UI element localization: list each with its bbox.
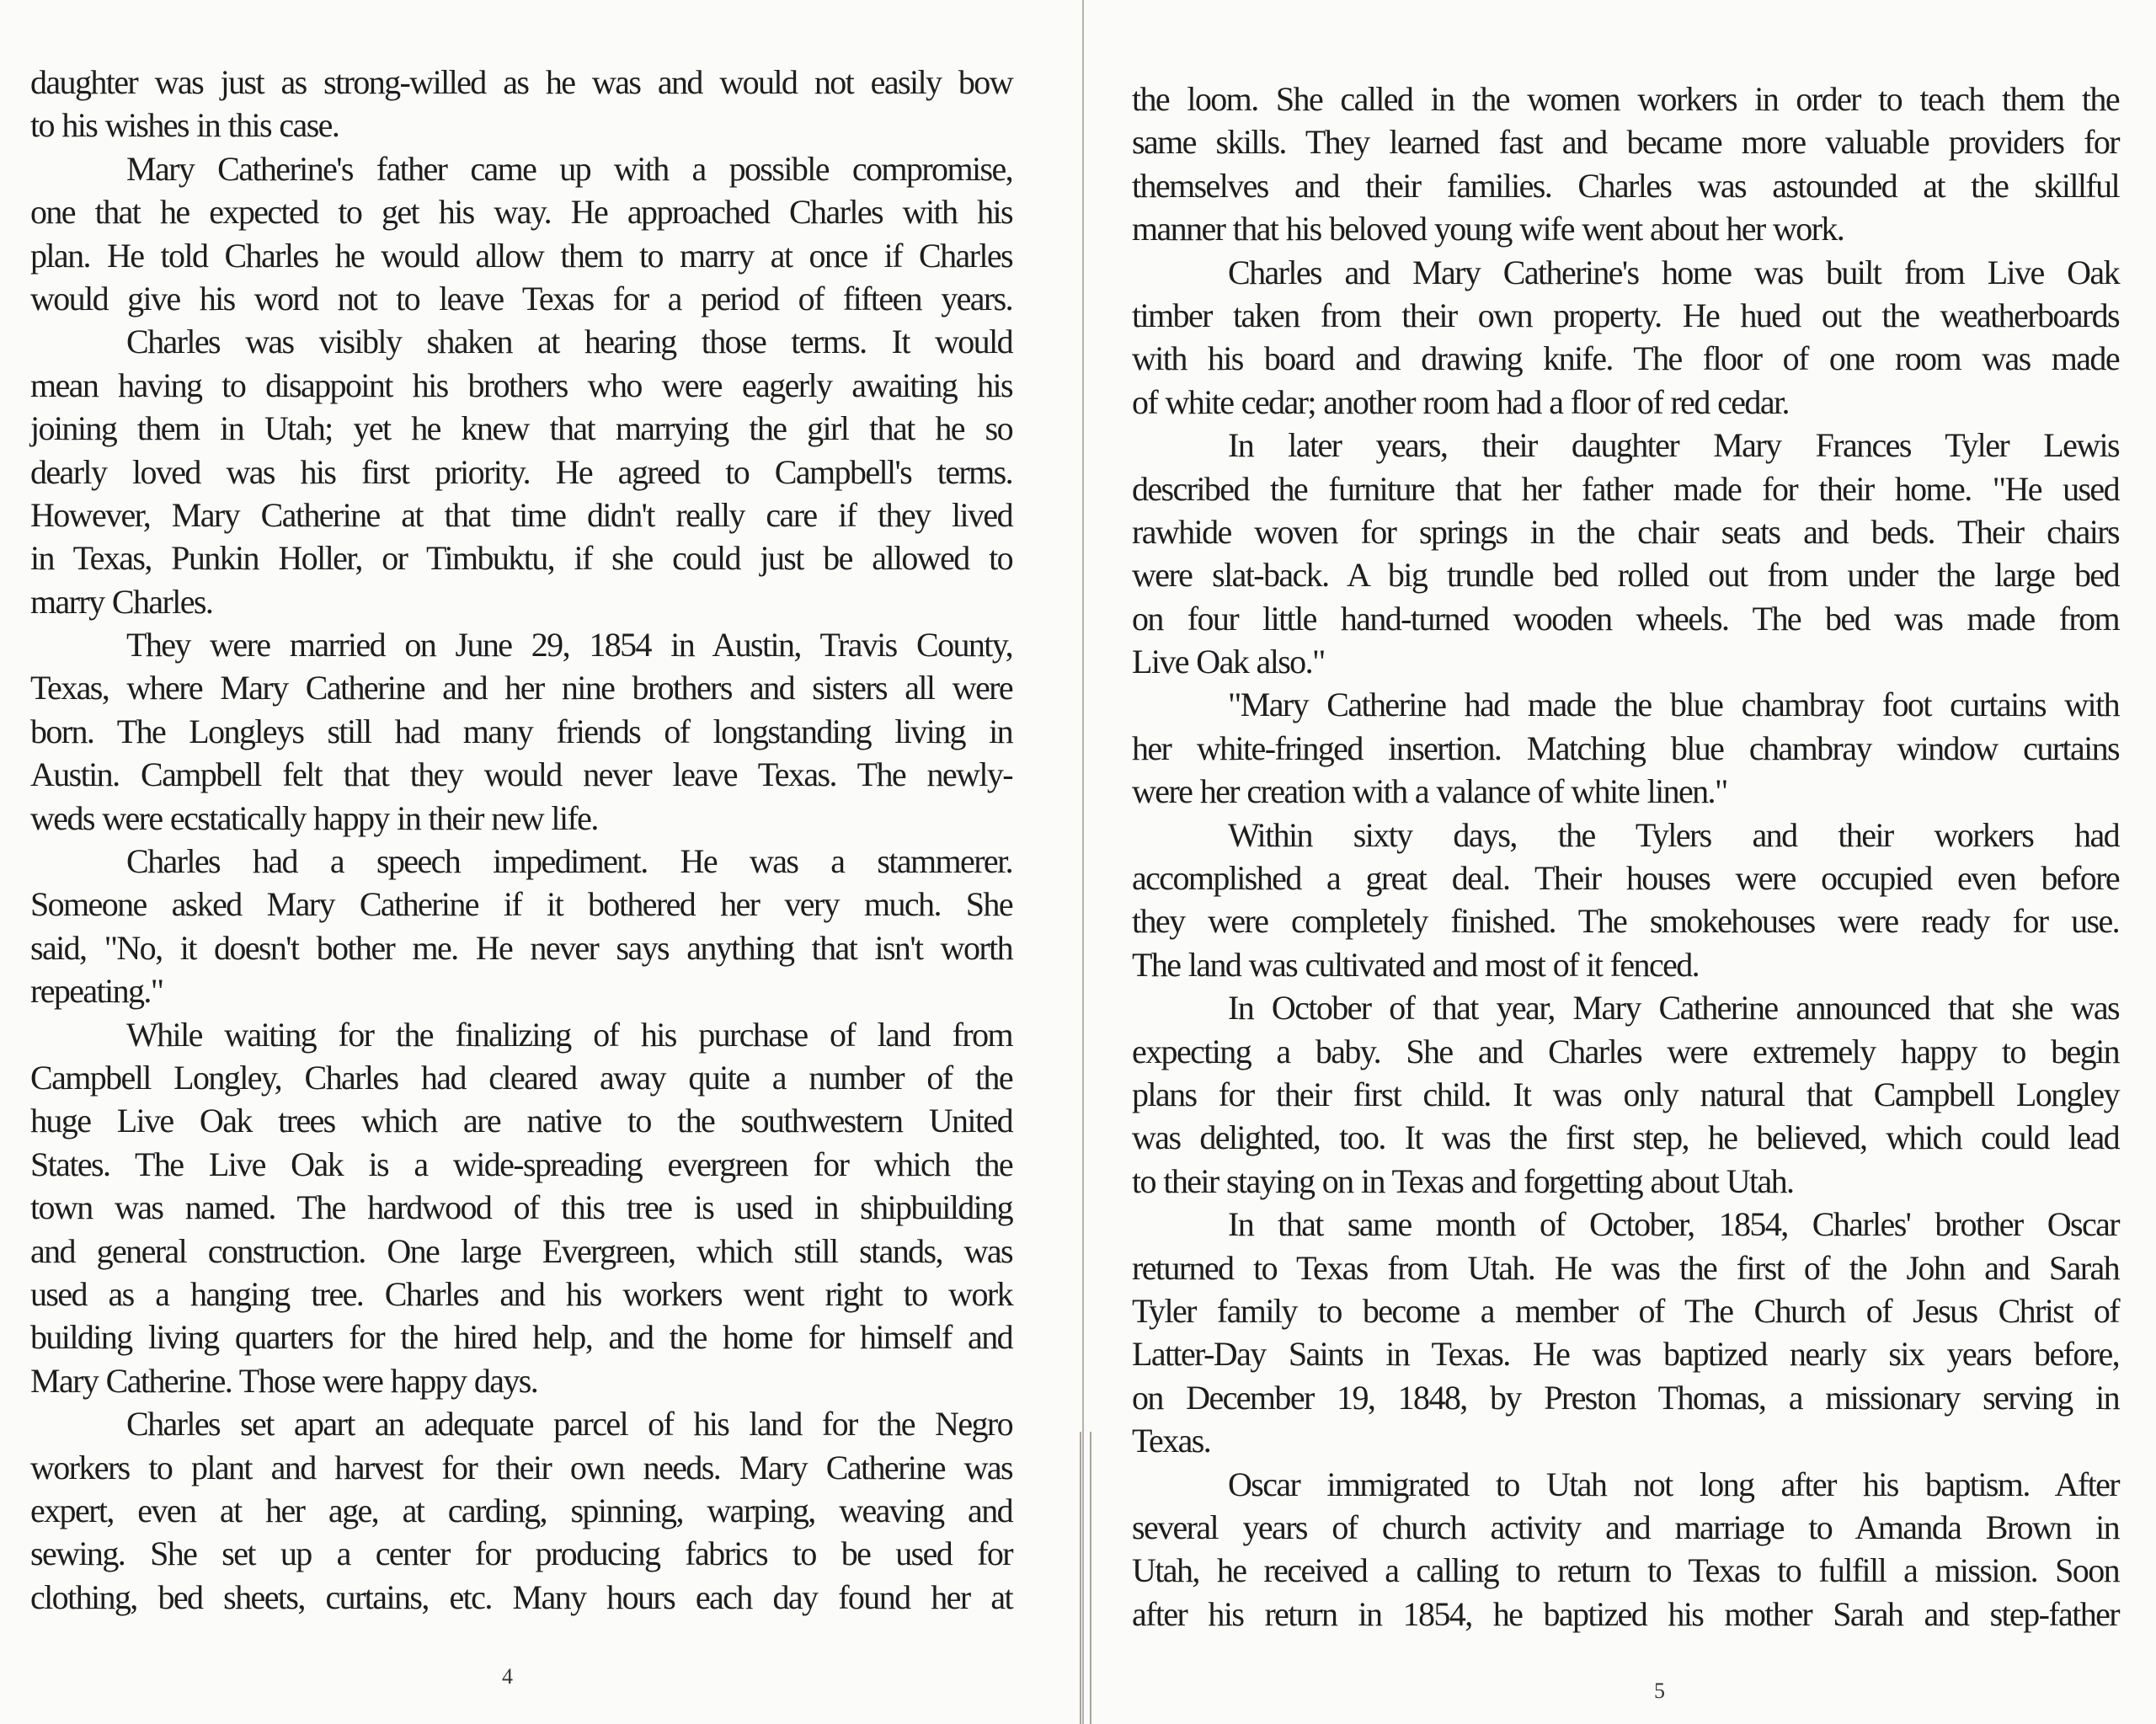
text-line: Mary Catherine. Those were happy days.	[30, 1361, 538, 1400]
book-gutter-line-lower-left	[1080, 1432, 1081, 1724]
text-line: mean having to disappoint his brothers who were eagerly awaiting his	[30, 366, 1012, 404]
text-line: manner that his beloved young wife went about her work.	[1132, 210, 1844, 248]
text-line: Within sixty days, the Tylers and their workers had	[1228, 815, 2119, 854]
text-line: However, Mary Catherine at that time didn't really care if they lived	[30, 495, 1012, 534]
text-line: They were married on June 29, 1854 in Austin, Travis County,	[126, 626, 1012, 665]
text-line: one that he expected to get his way. He approached Charles with his	[30, 193, 1012, 232]
text-line: were her creation with a valance of white linen."	[1132, 772, 1727, 811]
text-line: In later years, their daughter Mary Frances Tyler Lewis	[1228, 426, 2119, 465]
text-line: accomplished a great deal. Their houses were occupied even before	[1132, 859, 2119, 898]
text-line: Charles was visibly shaken at hearing those terms. It would	[126, 323, 1012, 361]
text-line: several years of church activity and marriage to Amanda Brown in	[1132, 1508, 2119, 1546]
left-page-number: 4	[502, 1664, 513, 1689]
text-line: dearly loved was his first priority. He agreed to Campbell's terms.	[30, 452, 1012, 491]
text-line: States. The Live Oak is a wide-spreading evergreen for which the	[30, 1145, 1012, 1183]
text-line: expert, even at her age, at carding, spinning, warping, weaving and	[30, 1491, 1012, 1529]
text-line: building living quarters for the hired help, and the home for himself and	[30, 1318, 1012, 1357]
text-line: clothing, bed sheets, curtains, etc. Many hours each day found her at	[30, 1577, 1012, 1616]
text-line: to their staying on in Texas and forgetting about Utah.	[1132, 1161, 1794, 1200]
text-line: and general construction. One large Evergreen, which still stands, was	[30, 1231, 1012, 1270]
text-line: daughter was just as strong-willed as he was and would not easily bow	[30, 63, 1012, 101]
text-line: the loom. She called in the women workers in order to teach them the	[1132, 80, 2119, 118]
text-line: used as a hanging tree. Charles and his workers went right to work	[30, 1274, 1012, 1313]
right-page-number: 5	[1654, 1679, 1665, 1703]
text-line: sewing. She set up a center for producing fabrics to be used for	[30, 1535, 1012, 1573]
text-line: huge Live Oak trees which are native to the southwestern United	[30, 1102, 1012, 1140]
text-line: weds were ecstatically happy in their new life.	[30, 798, 598, 837]
text-line: Tyler family to become a member of The Church of Jesus Christ of	[1132, 1291, 2119, 1330]
text-line: "Mary Catherine had made the blue chambray foot curtains with	[1228, 686, 2119, 724]
text-line: said, "No, it doesn't bother me. He never says anything that isn't worth	[30, 928, 1012, 967]
text-line: after his return in 1854, he baptized his mother Sarah and step-father	[1132, 1594, 2119, 1633]
text-line: was delighted, too. It was the first step, he believed, which could lead	[1132, 1118, 2119, 1157]
text-line: Utah, he received a calling to return to Texas to fulfill a mission. Soon	[1132, 1551, 2119, 1590]
text-line: with his board and drawing knife. The floor of one room was made	[1132, 339, 2119, 378]
text-line: of white cedar; another room had a floor of red cedar.	[1132, 382, 1789, 421]
text-line: to his wishes in this case.	[30, 106, 339, 145]
text-line: Charles had a speech impediment. He was a stammerer.	[126, 842, 1012, 881]
text-line: In October of that year, Mary Catherine announced that she was	[1228, 989, 2119, 1027]
text-line: were slat-back. A big trundle bed rolled out from under the large bed	[1132, 556, 2119, 595]
right-page	[1086, 0, 2156, 1724]
text-line: described the furniture that her father made for their home. "He used	[1132, 469, 2119, 508]
text-line: joining them in Utah; yet he knew that marrying the girl that he so	[30, 409, 1012, 448]
book-gutter-line	[1082, 0, 1084, 1724]
text-line: Oscar immigrated to Utah not long after his baptism. After	[1228, 1465, 2119, 1503]
text-line: Live Oak also."	[1132, 643, 1325, 681]
text-line: The land was cultivated and most of it fenced.	[1132, 945, 1700, 984]
text-line: Charles and Mary Catherine's home was built from Live Oak	[1228, 253, 2119, 291]
text-line: Texas.	[1132, 1422, 1211, 1460]
text-line: her white-fringed insertion. Matching blue chambray window curtains	[1132, 729, 2119, 767]
text-line: they were completely finished. The smokehouses were ready for use.	[1132, 902, 2119, 941]
text-line: same skills. They learned fast and became more valuable providers for	[1132, 123, 2119, 162]
text-line: themselves and their families. Charles was astounded at the skillful	[1132, 166, 2119, 205]
right-page-body	[1132, 77, 2119, 1636]
text-line: in Texas, Punkin Holler, or Timbuktu, if she could just be allowed to	[30, 539, 1012, 578]
text-line: Mary Catherine's father came up with a possible compromise,	[126, 149, 1012, 188]
text-line: timber taken from their own property. He hued out the weatherboards	[1132, 296, 2119, 334]
text-line: workers to plant and harvest for their own needs. Mary Catherine was	[30, 1448, 1012, 1486]
text-line: would give his word not to leave Texas for a period of fifteen years.	[30, 279, 1012, 318]
text-line: Charles set apart an adequate parcel of his land for the Negro	[126, 1405, 1012, 1444]
text-line: plan. He told Charles he would allow them to marry at once if Charles	[30, 236, 1012, 275]
text-line: Campbell Longley, Charles had cleared away quite a number of the	[30, 1058, 1012, 1097]
text-line: Texas, where Mary Catherine and her nine brothers and sisters all were	[30, 669, 1012, 707]
text-line: marry Charles.	[30, 582, 213, 621]
text-line: In that same month of October, 1854, Charles' brother Oscar	[1228, 1205, 2119, 1244]
text-line: repeating."	[30, 972, 163, 1011]
text-line: expecting a baby. She and Charles were extremely happy to begin	[1132, 1032, 2119, 1070]
left-page-body	[30, 61, 1012, 1619]
text-line: Someone asked Mary Catherine if it bothered her very much. She	[30, 885, 1012, 924]
text-line: While waiting for the finalizing of his purchase of land from	[126, 1015, 1012, 1054]
text-line: Austin. Campbell felt that they would never leave Texas. The newly-	[30, 755, 1012, 794]
text-line: rawhide woven for springs in the chair seats and beds. Their chairs	[1132, 512, 2119, 551]
text-line: Latter-Day Saints in Texas. He was baptized nearly six years before,	[1132, 1335, 2119, 1374]
text-line: on four little hand-turned wooden wheels. The bed was made from	[1132, 599, 2119, 638]
text-line: town was named. The hardwood of this tree is used in shipbuilding	[30, 1188, 1012, 1227]
text-line: born. The Longleys still had many friends of longstanding living in	[30, 712, 1012, 750]
text-line: plans for their first child. It was only natural that Campbell Longley	[1132, 1075, 2119, 1113]
text-line: returned to Texas from Utah. He was the first of the John and Sarah	[1132, 1248, 2119, 1287]
text-line: on December 19, 1848, by Preston Thomas, a missionary serving in	[1132, 1378, 2119, 1417]
